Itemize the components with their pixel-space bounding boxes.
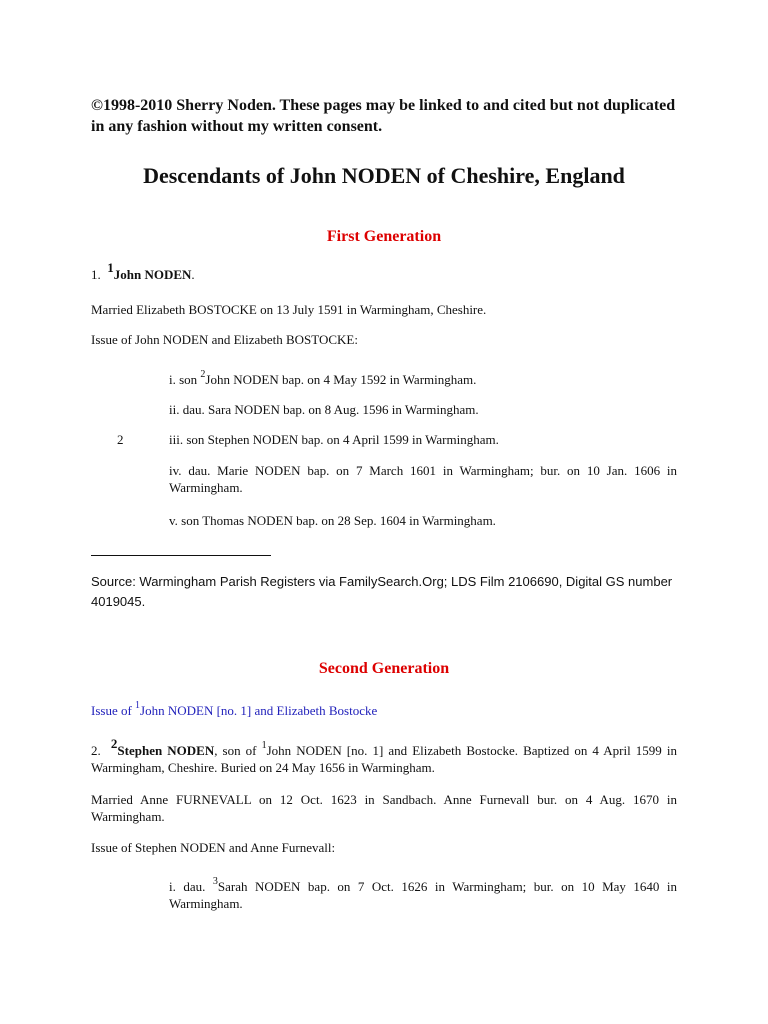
- child-item: i. son $^2$John NODEN bap. on 4 May 1592 in Warmingham.: [169, 369, 477, 387]
- footnote-divider: [91, 555, 271, 556]
- issue-link[interactable]: Issue of $^1$John NODEN [no. 1] and Elizabeth Bostocke: [91, 700, 378, 718]
- copyright-notice: ©1998-2010 Sherry Noden. These pages may be linked to and cited but not duplicated in any fashion without my written consent.: [91, 97, 676, 135]
- child-item: v. son Thomas NODEN bap. on 28 Sep. 1604 in Warmingham.: [169, 513, 496, 528]
- second-generation-heading: Second Generation: [318, 660, 450, 677]
- marriage-record: Married Elizabeth BOSTOCKE on 13 July 1591 in Warmingham, Cheshire.: [91, 302, 487, 317]
- generation-superscript: 2: [110, 736, 118, 751]
- generation-superscript: 1: [107, 260, 114, 275]
- entry-stephen-noden: 2. $^2$Stephen NODEN, son of $^1$John NODEN [no. 1] and Elizabeth Bostocke. Baptized on 4 April 1599 in Warmingham, Cheshire. Buried on 24 May 1656 in Warmingham.: [91, 736, 677, 775]
- issue-heading: Issue of Stephen NODEN and Anne Furnevall:: [91, 840, 336, 855]
- child-item: iii. son Stephen NODEN bap. on 4 April 1599 in Warmingham.: [169, 432, 499, 447]
- first-generation-heading: First Generation: [326, 228, 442, 245]
- entry-name: John NODEN: [113, 267, 192, 282]
- child-item: iv. dau. Marie NODEN bap. on 7 March 1601 in Warmingham; bur. on 10 Jan. 1606 in Warmingham.: [169, 463, 677, 495]
- entry-name: Stephen NODEN: [117, 743, 215, 758]
- entry-john-noden: 1. $^1$John NODEN.: [91, 260, 195, 282]
- child-item: i. dau. $^3$Sarah NODEN bap. on 7 Oct. 1626 in Warmingham; bur. on 10 May 1640 in Warmingham.: [169, 876, 677, 911]
- child-marker: 2: [117, 432, 124, 447]
- page-title: Descendants of John NODEN of Cheshire, England: [143, 163, 625, 188]
- child-item: ii. dau. Sara NODEN bap. on 8 Aug. 1596 in Warmingham.: [169, 402, 479, 417]
- marriage-record: Married Anne FURNEVALL on 12 Oct. 1623 in Sandbach. Anne Furnevall bur. on 4 Aug. 1670 in Warmingham.: [91, 792, 677, 824]
- entry-number: 1.: [91, 267, 101, 282]
- entry-number: 2.: [91, 743, 101, 758]
- child-superscript: 3: [212, 876, 218, 887]
- child-superscript: 2: [200, 369, 206, 380]
- source-citation: Source: Warmingham Parish Registers via FamilySearch.Org; LDS Film 2106690, Digital GS number 4019045.: [91, 574, 673, 609]
- issue-heading: Issue of John NODEN and Elizabeth BOSTOCKE:: [91, 332, 358, 347]
